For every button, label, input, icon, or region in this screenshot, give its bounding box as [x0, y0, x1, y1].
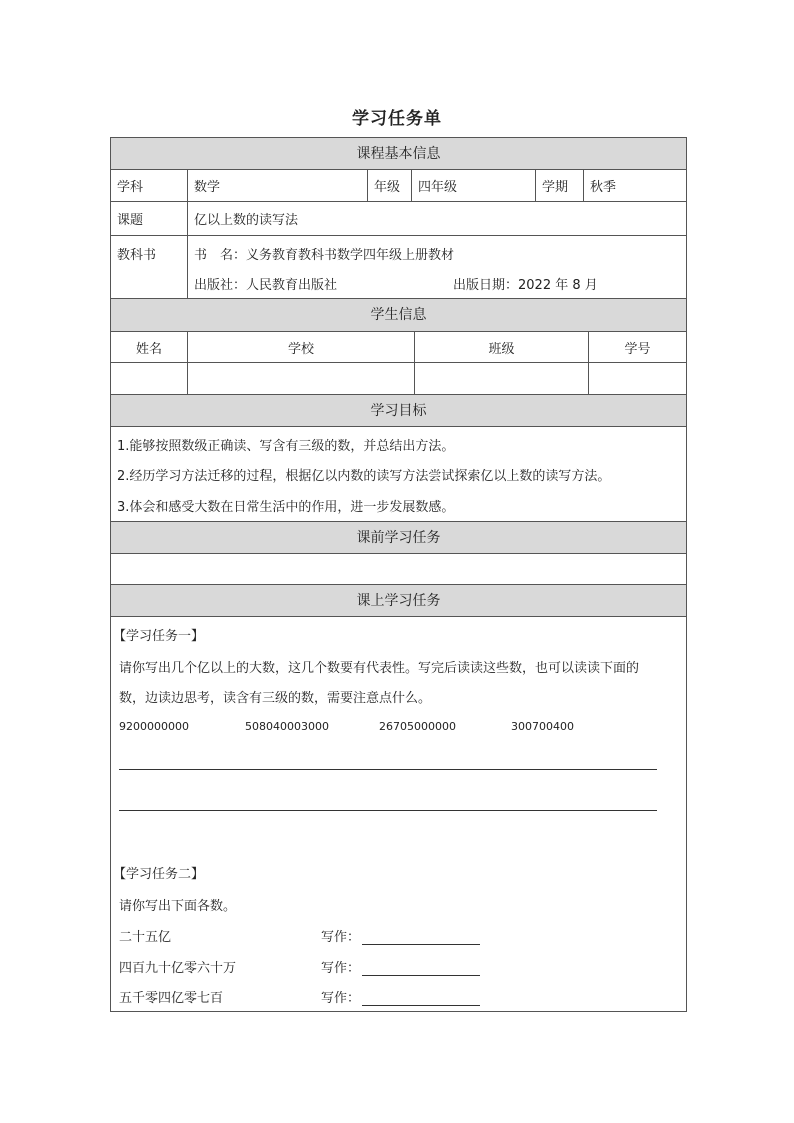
write-field[interactable]	[321, 957, 480, 976]
term-value: 秋季	[583, 170, 686, 201]
sample-number: 9200000000	[119, 720, 189, 733]
goals-body	[111, 427, 686, 522]
write-label: 写作：	[321, 930, 361, 945]
grade-value: 四年级	[411, 170, 535, 201]
name-field[interactable]	[111, 363, 187, 394]
page-title: 学习任务单	[352, 109, 442, 129]
subject-label: 学科	[117, 180, 144, 195]
write-field[interactable]	[321, 987, 480, 1006]
student-info-columns	[111, 332, 686, 363]
number-words: 四百九十亿零六十万	[119, 961, 237, 976]
course-info-header: 课程基本信息	[111, 138, 686, 170]
in-class-header: 课上学习任务	[111, 585, 686, 617]
task1-title: 【学习任务一】	[113, 629, 205, 644]
goal-item: 2.经历学习方法迁移的过程，根据亿以内数的读写方法尝试探索亿以上数的读写方法。	[117, 469, 611, 484]
sample-number: 300700400	[511, 720, 574, 733]
task2-text: 请你写出下面各数。	[119, 899, 237, 914]
textbook-row	[111, 236, 686, 299]
write-blank[interactable]	[362, 961, 480, 976]
write-label: 写作：	[321, 961, 361, 976]
sample-number: 26705000000	[379, 720, 456, 733]
publisher: 出版社：人民教育出版社	[194, 278, 338, 293]
topic-label: 课题	[117, 213, 144, 228]
in-class-body	[111, 617, 686, 1011]
task2-title: 【学习任务二】	[113, 867, 205, 882]
column-student-id: 学号	[588, 332, 686, 362]
write-blank[interactable]	[362, 991, 480, 1006]
term-label: 学期	[535, 170, 583, 201]
subject-value: 数学	[187, 170, 367, 201]
task1-text: 请你写出几个亿以上的大数，这几个数要有代表性。写完后读读这些数，也可以读读下面的	[119, 661, 640, 676]
column-school: 学校	[187, 332, 414, 362]
goals-header: 学习目标	[111, 395, 686, 427]
column-name: 姓名	[135, 341, 162, 357]
number-words: 五千零四亿零七百	[119, 991, 224, 1006]
pre-class-header: 课前学习任务	[111, 522, 686, 554]
school-field[interactable]	[187, 363, 414, 394]
write-field[interactable]	[321, 926, 480, 945]
student-info-blank-row	[111, 363, 686, 395]
book-name: 书 名：义务教育教科书数学四年级上册教材	[194, 248, 455, 263]
task1-text: 数，边读边思考，读含有三级的数，需要注意点什么。	[119, 691, 432, 706]
topic-row	[111, 202, 686, 236]
publish-date: 出版日期：2022 年 8 月	[453, 278, 598, 293]
goal-item: 1.能够按照数级正确读、写含有三级的数，并总结出方法。	[117, 439, 455, 454]
write-label: 写作：	[321, 991, 361, 1006]
student-id-field[interactable]	[588, 363, 686, 394]
textbook-label: 教科书	[117, 248, 157, 263]
topic-value: 亿以上数的读写法	[187, 202, 686, 235]
number-words: 二十五亿	[119, 930, 172, 945]
course-info-row	[111, 170, 686, 202]
task-sheet-table	[110, 137, 687, 1012]
answer-line[interactable]	[119, 769, 657, 770]
goal-item: 3.体会和感受大数在日常生活中的作用，进一步发展数感。	[117, 500, 455, 515]
answer-line[interactable]	[119, 810, 657, 811]
grade-label: 年级	[367, 170, 411, 201]
textbook-details	[187, 236, 686, 298]
write-blank[interactable]	[362, 930, 480, 945]
class-field[interactable]	[414, 363, 588, 394]
column-class: 班级	[414, 332, 588, 362]
student-info-header: 学生信息	[111, 299, 686, 332]
pre-class-body[interactable]	[111, 554, 686, 585]
sample-number: 508040003000	[245, 720, 329, 733]
